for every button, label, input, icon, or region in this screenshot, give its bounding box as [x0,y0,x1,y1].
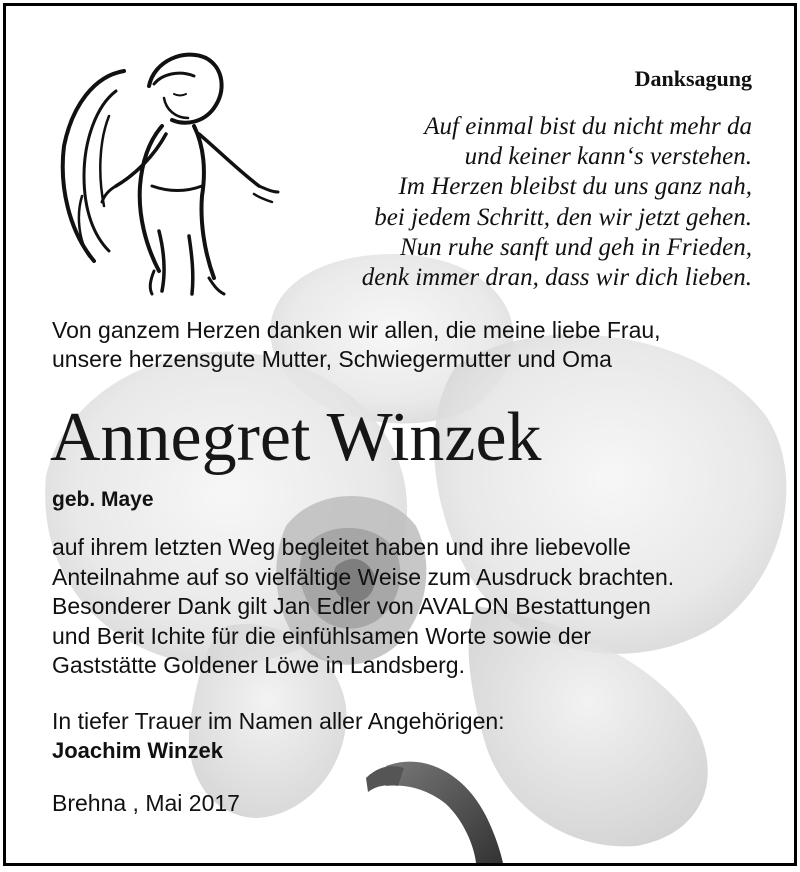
body-line: auf ihrem letzten Weg begleitet haben und ihre liebevolle [52,534,631,560]
body-text [52,533,674,681]
notice-heading: Danksagung [634,66,752,91]
body-line: und Berit Ichite für die einfühlsamen Worte sowie der [52,622,592,649]
body-line: Anteilnahme auf so vielfältige Weise zum Ausdruck brachten. [52,563,675,590]
signer-name: Joachim Winzek [52,738,223,763]
body-line: Gaststätte Goldener Löwe in Landsberg. [52,652,465,679]
intro-line: Von ganzem Herzen danken wir allen, die meine liebe Frau, [52,317,661,343]
poem [362,112,752,293]
angel-icon [54,46,284,296]
intro-line: unsere herzensgute Mutter, Schwiegermutter und Oma [52,346,612,372]
poem-line: Auf einmal bist du nicht mehr da [424,113,752,140]
birth-name: geb. Maye [52,488,154,511]
mourning-line: In tiefer Trauer im Namen aller Angehörigen: [52,708,505,734]
obituary-notice [3,3,797,866]
body-line: Besonderer Dank gilt Jan Edler von AVALON Bestattungen [52,593,651,620]
deceased-name: Annegret Winzek [50,399,542,476]
poem-line: Nun ruhe sanft und geh in Frieden, [399,233,752,261]
intro-text [52,316,661,374]
poem-line: und keiner kann‘s verstehen. [464,143,752,171]
place-date: Brehna , Mai 2017 [52,790,240,816]
poem-line: bei jedem Schritt, den wir jetzt gehen. [374,203,752,231]
poem-line: Im Herzen bleibst du uns ganz nah, [398,173,752,201]
poem-line: denk immer dran, dass wir dich lieben. [361,264,752,292]
